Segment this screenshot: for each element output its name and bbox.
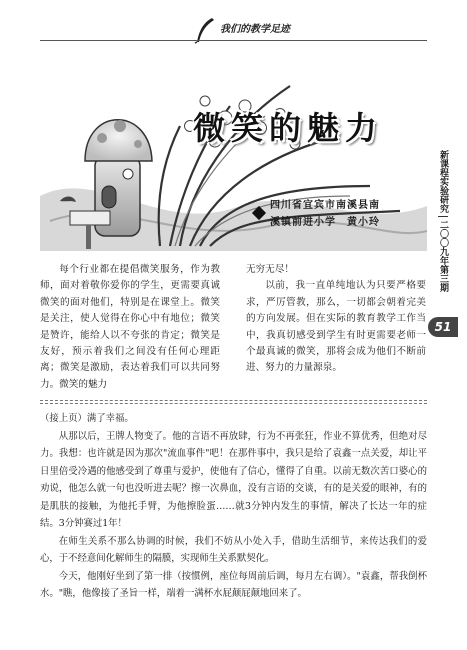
author-line-2: 溪镇前进小学 黄小玲	[270, 217, 380, 228]
journal-sidebar	[436, 150, 450, 292]
right-column	[246, 262, 426, 377]
page-number: 51	[428, 317, 458, 337]
header-rule	[40, 40, 427, 41]
author-block	[270, 197, 380, 231]
right-paragraph-1: 无穷无尽！	[246, 264, 294, 275]
section-divider-secondary	[40, 403, 427, 404]
article-title: 微笑的魅力	[193, 109, 384, 147]
continued-label: （接上页）满了幸福。	[40, 413, 134, 424]
journal-name: 新课程实验研究	[438, 150, 448, 213]
right-paragraph-2: 以前，我一直单纯地认为只要严格要求，严厉管教，那么，一切都会朝着完美的方向发展。但在实际的教育教学工作当中，我真切感受到学生有时更需要老师一个最真诚的微笑，那将会成为他们不断前进、努力的力量源泉。	[246, 280, 426, 374]
author-line-1: 四川省宜宾市南溪县南	[270, 200, 380, 211]
journal-issue: 第三期	[438, 265, 448, 292]
left-column	[40, 262, 220, 393]
bottom-paragraph-1: 从那以后，王牌人物变了。他的言语不再放肆，行为不再张狂，作业不算优秀，但绝对尽力。我想：也许就是因为那次"流血事件"吧！在那件事中，我只是给了袁鑫一点关爱，却让平日里倍受冷遇的他感受到了尊重与爱护，使他有了信心，懂得了自重。以前无数次苦口婆心的劝说，他怎么就一句也没听进去呢？擦一次鼻血，没有言语的交谈，有的是关爱的眼神，有的是肌肤的接触，为他托手臂，为他擦脸蛋……就3分钟内发生的事情，解决了长达一年的症结。3分钟赛过1年！	[40, 430, 427, 529]
header-title: 我们的教学足迹	[220, 24, 290, 35]
journal-year: 二〇〇九年	[438, 220, 448, 265]
continued-section	[40, 410, 427, 603]
sidebar-divider	[438, 216, 448, 217]
section-divider	[40, 400, 427, 401]
bottom-paragraph-2: 在师生关系不那么协调的时候，我们不妨从小处入手，借助生活细节，来传达我们的爱心，于不经意间化解师生的隔膜，实现师生关系默契化。	[40, 535, 427, 564]
bottom-paragraph-3: 今天，他刚好坐到了第一排（按惯例，座位每周前后调，每月左右调）。"袁鑫，帮我倒杯水。"瞧，他像接了圣旨一样，端着一满杯水屁颠屁颠地回来了。	[40, 570, 427, 599]
left-paragraph-1: 每个行业都在提倡微笑服务，作为教师，面对着敬你爱你的学生，更需要真诚微笑的面对他们，特别是在课堂上。微笑是关注，使人觉得在你心中有地位；微笑是赞许，能给人以不夸张的肯定；微笑是友好，预示着我们之间没有任何心理距离；微笑是激励，表达着我们可以共同努力。微笑的魅力	[40, 264, 220, 390]
